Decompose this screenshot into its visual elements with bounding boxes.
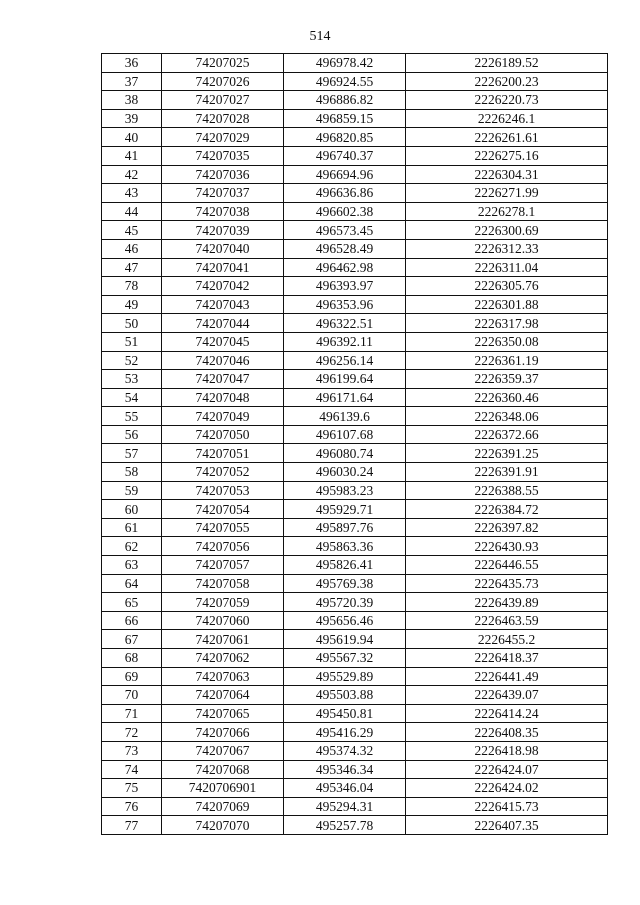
- y-coordinate-cell: 2226441.49: [406, 667, 608, 686]
- x-coordinate-cell: 496030.24: [284, 463, 406, 482]
- point-id-cell: 74207067: [162, 741, 284, 760]
- table-row: [102, 537, 608, 556]
- point-number-cell: 47: [102, 258, 162, 277]
- point-id-cell: 74207063: [162, 667, 284, 686]
- table-row: [102, 221, 608, 240]
- x-coordinate-cell: 495567.32: [284, 649, 406, 668]
- table-row: [102, 649, 608, 668]
- point-number-cell: 66: [102, 611, 162, 630]
- y-coordinate-cell: 2226407.35: [406, 816, 608, 835]
- point-id-cell: 74207054: [162, 500, 284, 519]
- y-coordinate-cell: 2226261.61: [406, 128, 608, 147]
- y-coordinate-cell: 2226418.37: [406, 649, 608, 668]
- point-number-cell: 53: [102, 370, 162, 389]
- x-coordinate-cell: 495416.29: [284, 723, 406, 742]
- point-number-cell: 38: [102, 91, 162, 110]
- point-number-cell: 50: [102, 314, 162, 333]
- x-coordinate-cell: 495346.34: [284, 760, 406, 779]
- x-coordinate-cell: 496322.51: [284, 314, 406, 333]
- table-row: [102, 574, 608, 593]
- x-coordinate-cell: 496139.6: [284, 407, 406, 426]
- x-coordinate-cell: 496602.38: [284, 202, 406, 221]
- point-number-cell: 45: [102, 221, 162, 240]
- table-row: [102, 351, 608, 370]
- point-number-cell: 51: [102, 332, 162, 351]
- point-number-cell: 71: [102, 704, 162, 723]
- y-coordinate-cell: 2226430.93: [406, 537, 608, 556]
- table-row: [102, 630, 608, 649]
- y-coordinate-cell: 2226446.55: [406, 556, 608, 575]
- x-coordinate-cell: 496462.98: [284, 258, 406, 277]
- point-id-cell: 74207055: [162, 518, 284, 537]
- point-id-cell: 74207049: [162, 407, 284, 426]
- y-coordinate-cell: 2226311.04: [406, 258, 608, 277]
- y-coordinate-cell: 2226348.06: [406, 407, 608, 426]
- point-number-cell: 69: [102, 667, 162, 686]
- point-number-cell: 58: [102, 463, 162, 482]
- point-id-cell: 74207062: [162, 649, 284, 668]
- y-coordinate-cell: 2226388.55: [406, 481, 608, 500]
- table-row: [102, 611, 608, 630]
- table-row: [102, 295, 608, 314]
- point-number-cell: 37: [102, 72, 162, 91]
- y-coordinate-cell: 2226418.98: [406, 741, 608, 760]
- table-row: [102, 128, 608, 147]
- x-coordinate-cell: 495450.81: [284, 704, 406, 723]
- table-row: [102, 425, 608, 444]
- table-row: [102, 72, 608, 91]
- y-coordinate-cell: 2226397.82: [406, 518, 608, 537]
- x-coordinate-cell: 495897.76: [284, 518, 406, 537]
- point-number-cell: 63: [102, 556, 162, 575]
- coordinates-table: [101, 53, 608, 835]
- table-row: [102, 481, 608, 500]
- x-coordinate-cell: 496353.96: [284, 295, 406, 314]
- table-row: [102, 779, 608, 798]
- table-row: [102, 146, 608, 165]
- point-id-cell: 74207035: [162, 146, 284, 165]
- y-coordinate-cell: 2226408.35: [406, 723, 608, 742]
- y-coordinate-cell: 2226439.07: [406, 686, 608, 705]
- x-coordinate-cell: 496256.14: [284, 351, 406, 370]
- point-number-cell: 41: [102, 146, 162, 165]
- table-row: [102, 444, 608, 463]
- y-coordinate-cell: 2226424.02: [406, 779, 608, 798]
- point-id-cell: 74207066: [162, 723, 284, 742]
- table-row: [102, 332, 608, 351]
- y-coordinate-cell: 2226220.73: [406, 91, 608, 110]
- point-number-cell: 49: [102, 295, 162, 314]
- point-number-cell: 68: [102, 649, 162, 668]
- x-coordinate-cell: 496171.64: [284, 388, 406, 407]
- y-coordinate-cell: 2226361.19: [406, 351, 608, 370]
- table-row: [102, 556, 608, 575]
- point-number-cell: 73: [102, 741, 162, 760]
- point-number-cell: 57: [102, 444, 162, 463]
- point-id-cell: 74207043: [162, 295, 284, 314]
- point-number-cell: 44: [102, 202, 162, 221]
- point-id-cell: 74207047: [162, 370, 284, 389]
- point-number-cell: 67: [102, 630, 162, 649]
- point-number-cell: 43: [102, 184, 162, 203]
- x-coordinate-cell: 495983.23: [284, 481, 406, 500]
- table-row: [102, 165, 608, 184]
- point-number-cell: 56: [102, 425, 162, 444]
- point-id-cell: 74207037: [162, 184, 284, 203]
- table-row: [102, 723, 608, 742]
- point-id-cell: 74207050: [162, 425, 284, 444]
- table-row: [102, 109, 608, 128]
- table-row: [102, 370, 608, 389]
- point-number-cell: 76: [102, 797, 162, 816]
- point-number-cell: 59: [102, 481, 162, 500]
- x-coordinate-cell: 496080.74: [284, 444, 406, 463]
- table-row: [102, 741, 608, 760]
- point-number-cell: 54: [102, 388, 162, 407]
- point-id-cell: 74207045: [162, 332, 284, 351]
- x-coordinate-cell: 496886.82: [284, 91, 406, 110]
- point-id-cell: 74207036: [162, 165, 284, 184]
- y-coordinate-cell: 2226415.73: [406, 797, 608, 816]
- table-row: [102, 704, 608, 723]
- point-id-cell: 74207048: [162, 388, 284, 407]
- x-coordinate-cell: 495346.04: [284, 779, 406, 798]
- point-number-cell: 64: [102, 574, 162, 593]
- point-id-cell: 74207040: [162, 239, 284, 258]
- x-coordinate-cell: 495619.94: [284, 630, 406, 649]
- x-coordinate-cell: 496199.64: [284, 370, 406, 389]
- x-coordinate-cell: 495929.71: [284, 500, 406, 519]
- point-id-cell: 74207041: [162, 258, 284, 277]
- x-coordinate-cell: 495294.31: [284, 797, 406, 816]
- point-number-cell: 55: [102, 407, 162, 426]
- table-row: [102, 593, 608, 612]
- table-row: [102, 797, 608, 816]
- point-number-cell: 74: [102, 760, 162, 779]
- point-id-cell: 74207056: [162, 537, 284, 556]
- point-number-cell: 62: [102, 537, 162, 556]
- point-id-cell: 74207025: [162, 54, 284, 73]
- page-number: 514: [309, 29, 331, 44]
- table-row: [102, 202, 608, 221]
- point-id-cell: 74207053: [162, 481, 284, 500]
- table-row: [102, 91, 608, 110]
- y-coordinate-cell: 2226359.37: [406, 370, 608, 389]
- table-row: [102, 407, 608, 426]
- point-number-cell: 75: [102, 779, 162, 798]
- y-coordinate-cell: 2226301.88: [406, 295, 608, 314]
- x-coordinate-cell: 496573.45: [284, 221, 406, 240]
- point-number-cell: 40: [102, 128, 162, 147]
- table-row: [102, 816, 608, 835]
- point-id-cell: 74207029: [162, 128, 284, 147]
- x-coordinate-cell: 496636.86: [284, 184, 406, 203]
- x-coordinate-cell: 495503.88: [284, 686, 406, 705]
- table-row: [102, 239, 608, 258]
- point-id-cell: 74207026: [162, 72, 284, 91]
- point-id-cell: 74207038: [162, 202, 284, 221]
- y-coordinate-cell: 2226439.89: [406, 593, 608, 612]
- y-coordinate-cell: 2226372.66: [406, 425, 608, 444]
- y-coordinate-cell: 2226305.76: [406, 277, 608, 296]
- point-id-cell: 74207028: [162, 109, 284, 128]
- point-number-cell: 36: [102, 54, 162, 73]
- point-number-cell: 52: [102, 351, 162, 370]
- y-coordinate-cell: 2226350.08: [406, 332, 608, 351]
- x-coordinate-cell: 496107.68: [284, 425, 406, 444]
- point-id-cell: 74207068: [162, 760, 284, 779]
- x-coordinate-cell: 495656.46: [284, 611, 406, 630]
- point-id-cell: 74207065: [162, 704, 284, 723]
- y-coordinate-cell: 2226414.24: [406, 704, 608, 723]
- x-coordinate-cell: 496393.97: [284, 277, 406, 296]
- point-number-cell: 46: [102, 239, 162, 258]
- point-id-cell: 7420706901: [162, 779, 284, 798]
- point-number-cell: 72: [102, 723, 162, 742]
- point-number-cell: 65: [102, 593, 162, 612]
- x-coordinate-cell: 495720.39: [284, 593, 406, 612]
- point-id-cell: 74207060: [162, 611, 284, 630]
- y-coordinate-cell: 2226246.1: [406, 109, 608, 128]
- y-coordinate-cell: 2226275.16: [406, 146, 608, 165]
- point-number-cell: 78: [102, 277, 162, 296]
- table-row: [102, 686, 608, 705]
- table-row: [102, 277, 608, 296]
- table-row: [102, 463, 608, 482]
- point-id-cell: 74207042: [162, 277, 284, 296]
- x-coordinate-cell: 496820.85: [284, 128, 406, 147]
- y-coordinate-cell: 2226424.07: [406, 760, 608, 779]
- point-id-cell: 74207069: [162, 797, 284, 816]
- point-id-cell: 74207064: [162, 686, 284, 705]
- point-id-cell: 74207027: [162, 91, 284, 110]
- x-coordinate-cell: 496694.96: [284, 165, 406, 184]
- y-coordinate-cell: 2226455.2: [406, 630, 608, 649]
- point-id-cell: 74207051: [162, 444, 284, 463]
- x-coordinate-cell: 496392.11: [284, 332, 406, 351]
- y-coordinate-cell: 2226304.31: [406, 165, 608, 184]
- y-coordinate-cell: 2226391.91: [406, 463, 608, 482]
- y-coordinate-cell: 2226278.1: [406, 202, 608, 221]
- point-number-cell: 70: [102, 686, 162, 705]
- x-coordinate-cell: 495257.78: [284, 816, 406, 835]
- x-coordinate-cell: 495374.32: [284, 741, 406, 760]
- y-coordinate-cell: 2226391.25: [406, 444, 608, 463]
- point-id-cell: 74207058: [162, 574, 284, 593]
- table-row: [102, 258, 608, 277]
- x-coordinate-cell: 496740.37: [284, 146, 406, 165]
- x-coordinate-cell: 495769.38: [284, 574, 406, 593]
- point-id-cell: 74207061: [162, 630, 284, 649]
- y-coordinate-cell: 2226200.23: [406, 72, 608, 91]
- point-number-cell: 39: [102, 109, 162, 128]
- x-coordinate-cell: 495529.89: [284, 667, 406, 686]
- y-coordinate-cell: 2226300.69: [406, 221, 608, 240]
- table-row: [102, 500, 608, 519]
- y-coordinate-cell: 2226271.99: [406, 184, 608, 203]
- point-number-cell: 77: [102, 816, 162, 835]
- table-row: [102, 54, 608, 73]
- y-coordinate-cell: 2226317.98: [406, 314, 608, 333]
- x-coordinate-cell: 496924.55: [284, 72, 406, 91]
- point-id-cell: 74207044: [162, 314, 284, 333]
- x-coordinate-cell: 495863.36: [284, 537, 406, 556]
- y-coordinate-cell: 2226463.59: [406, 611, 608, 630]
- table-row: [102, 667, 608, 686]
- x-coordinate-cell: 496528.49: [284, 239, 406, 258]
- y-coordinate-cell: 2226312.33: [406, 239, 608, 258]
- point-id-cell: 74207046: [162, 351, 284, 370]
- point-id-cell: 74207052: [162, 463, 284, 482]
- y-coordinate-cell: 2226384.72: [406, 500, 608, 519]
- point-number-cell: 60: [102, 500, 162, 519]
- y-coordinate-cell: 2226435.73: [406, 574, 608, 593]
- point-id-cell: 74207057: [162, 556, 284, 575]
- x-coordinate-cell: 496859.15: [284, 109, 406, 128]
- table-row: [102, 388, 608, 407]
- x-coordinate-cell: 495826.41: [284, 556, 406, 575]
- table-row: [102, 518, 608, 537]
- table-row: [102, 314, 608, 333]
- point-id-cell: 74207059: [162, 593, 284, 612]
- y-coordinate-cell: 2226189.52: [406, 54, 608, 73]
- table-row: [102, 184, 608, 203]
- point-number-cell: 61: [102, 518, 162, 537]
- y-coordinate-cell: 2226360.46: [406, 388, 608, 407]
- coordinates-table-body: [102, 54, 608, 835]
- point-id-cell: 74207070: [162, 816, 284, 835]
- x-coordinate-cell: 496978.42: [284, 54, 406, 73]
- table-row: [102, 760, 608, 779]
- point-id-cell: 74207039: [162, 221, 284, 240]
- point-number-cell: 42: [102, 165, 162, 184]
